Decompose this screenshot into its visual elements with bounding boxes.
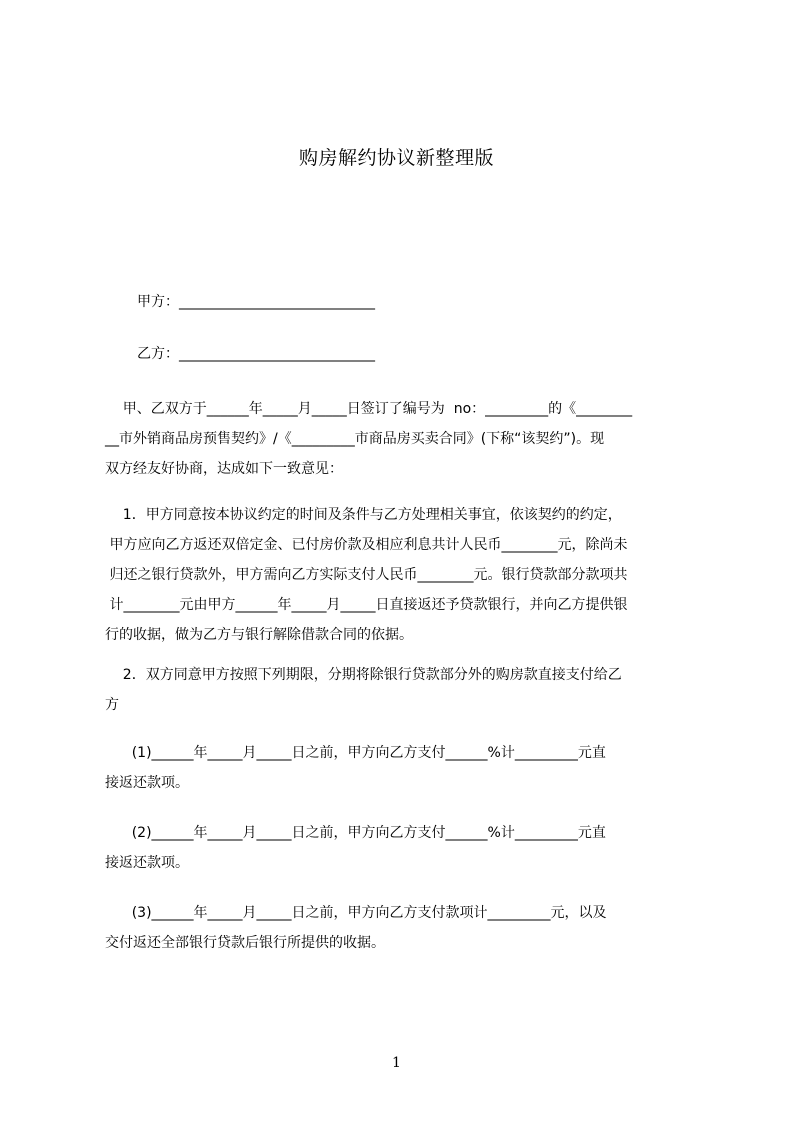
- clause-1-line: 行的收据，做为乙方与银行解除借款合同的依据。: [105, 627, 413, 643]
- installment-item-3: [105, 898, 705, 958]
- intro-line: 甲、乙双方于______年_____月_____日签订了编号为 no：_________的《________: [105, 401, 633, 417]
- document-title: 购房解约协议新整理版: [298, 147, 494, 169]
- clause-1-line: 归还之银行贷款外，甲方需向乙方实际支付人民币________元。银行贷款部分款项共: [105, 567, 628, 583]
- installment-line: 接返还款项。: [105, 855, 189, 871]
- intro-paragraph: [105, 394, 705, 484]
- page-number: 1: [392, 1055, 401, 1071]
- intro-line: 双方经友好协商，达成如下一致意见：: [105, 461, 343, 477]
- clause-2-paragraph: [105, 660, 705, 720]
- installment-line: (3)______年_____月_____日之前，甲方向乙方支付款项计_________元，以及: [105, 905, 607, 921]
- clause-1-line: 计________元由甲方______年_____月_____日直接返还予贷款银行，并向乙方提供银: [105, 597, 628, 613]
- clause-2-line: 方: [105, 697, 119, 713]
- installment-line: 接返还款项。: [105, 775, 189, 791]
- installment-line: 交付返还全部银行贷款后银行所提供的收据。: [105, 935, 385, 951]
- party-b-line: 乙方：____________________________: [137, 346, 375, 362]
- intro-line: __市外销商品房预售契约》/《_________市商品房买卖合同》(下称“该契约”)。现: [105, 431, 605, 447]
- clause-1-line: 甲方应向乙方返还双倍定金、已付房价款及相应利息共计人民币________元，除尚未: [105, 537, 628, 553]
- clause-1-line: 1．甲方同意按本协议约定的时间及条件与乙方处理相关事宜，依该契约的约定，: [105, 507, 622, 523]
- installment-item-2: [105, 818, 705, 878]
- clause-2-line: 2．双方同意甲方按照下列期限，分期将除银行贷款部分外的购房款直接支付给乙: [105, 667, 622, 683]
- installment-item-1: [105, 738, 705, 798]
- installment-line: (1)______年_____月_____日之前，甲方向乙方支付______%计_________元直: [105, 745, 606, 761]
- installment-line: (2)______年_____月_____日之前，甲方向乙方支付______%计_________元直: [105, 825, 606, 841]
- party-a-line: 甲方：____________________________: [137, 294, 375, 310]
- clause-1-paragraph: [105, 500, 705, 650]
